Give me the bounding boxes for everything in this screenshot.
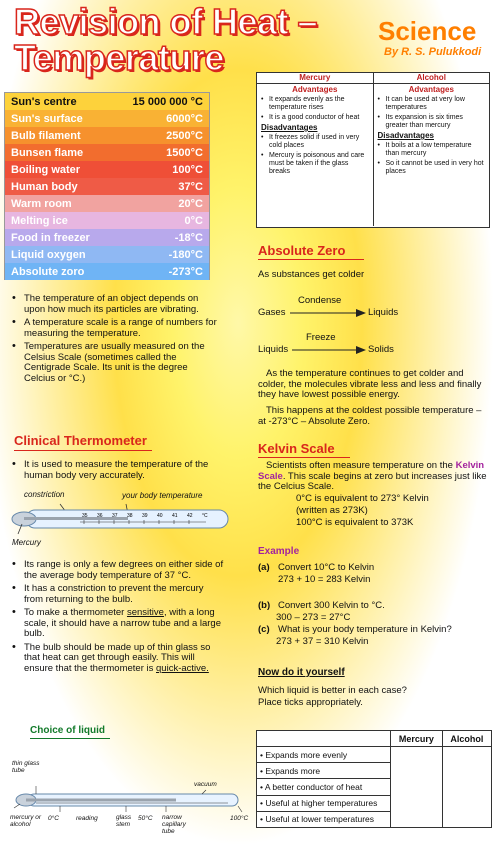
- temperature-row: [5, 246, 209, 263]
- thin-glass-label: thin glass tube: [12, 760, 40, 774]
- temperature-value: 15 000 000 °C: [132, 95, 203, 108]
- example-b-label: (b): [258, 600, 271, 611]
- fact-text: , with a long scale, it should have a narrow tube and a large bulb.: [24, 607, 221, 639]
- temperature-facts: [10, 294, 220, 387]
- exercise-row-text: Useful at lower temperatures: [265, 814, 375, 825]
- temperature-name: Sun's centre: [11, 95, 77, 108]
- heading-underline: [258, 259, 364, 260]
- temperature-value: 20°C: [178, 197, 203, 210]
- example-heading: Example: [258, 546, 300, 557]
- temperature-name: Liquid oxygen: [11, 248, 86, 261]
- exercise-blank-header: [257, 731, 391, 747]
- author-label: By R. S. Pulukkodi: [384, 46, 482, 58]
- heading-underline: [14, 450, 152, 451]
- temperature-name: Food in freezer: [11, 231, 90, 244]
- fact-item: [10, 608, 224, 640]
- scale-label: 37: [112, 513, 118, 519]
- exercise-question: Which liquid is better in each case?: [258, 685, 407, 696]
- scale-label: °C: [202, 513, 208, 519]
- exercise-row-text: Expands more: [265, 765, 321, 776]
- mercury-advantage: • It expands evenly as the temperature rises: [261, 96, 369, 112]
- fact-text: To make a thermometer: [24, 607, 127, 618]
- temperature-value: 1500°C: [166, 146, 203, 159]
- exercise-row-label: • Expands more: [257, 763, 391, 779]
- exercise-alcohol-header: Alcohol: [442, 731, 491, 747]
- mercury-advantage: • It is a good conductor of heat: [261, 114, 369, 122]
- fact-text: The bulb should be made up of thin glass so that heat can get through easily. This will ensure that the thermometer is: [24, 641, 211, 674]
- exercise-row-label: • Useful at lower temperatures: [257, 811, 391, 827]
- temperature-value: -180°C: [168, 248, 203, 261]
- kelvin-equivalence: 100°C is equivalent to 373K: [296, 517, 414, 528]
- exercise-row-text: Expands more evenly: [265, 749, 348, 760]
- temperature-name: Melting ice: [11, 214, 68, 227]
- clinical-intro: [10, 460, 210, 484]
- temperature-name: Warm room: [11, 197, 72, 210]
- clinical-facts: [10, 560, 224, 677]
- temperature-row: [5, 144, 209, 161]
- alcohol-column: [374, 84, 490, 226]
- example-a-question: Convert 10°C to Kelvin: [278, 562, 375, 573]
- zero-celsius-label: 0°C: [48, 815, 59, 822]
- temperature-name: Bunsen flame: [11, 146, 84, 159]
- narrow-capillary-label: narrow capillary tube: [162, 814, 186, 835]
- condense-arrow: [290, 308, 366, 318]
- gases-label: Gases: [258, 307, 286, 318]
- alcohol-advantage: • Its expansion is six times greater than mercury: [378, 114, 486, 130]
- vacuum-label: vacuum: [194, 781, 217, 788]
- exercise-row-label: • A better conductor of heat: [257, 779, 391, 795]
- temperature-row: [5, 178, 209, 195]
- absolute-zero-paragraph: This happens at the coldest possible temperature – at -273°C – Absolute Zero.: [258, 405, 482, 427]
- scale-label: 41: [172, 513, 178, 519]
- temperature-row: [5, 212, 209, 229]
- fact-item: • Its range is only a few degrees on either side of the average body temperature of 37 °C.: [10, 560, 224, 581]
- fact-item: • The temperature of an object depends on upon how much its particles are vibrating.: [10, 294, 220, 315]
- solids-label: Solids: [368, 344, 394, 355]
- title-line-2: Temperature: [14, 37, 224, 78]
- temperature-name: Bulb filament: [11, 129, 81, 142]
- condense-label: Condense: [298, 295, 342, 306]
- example-b-question: Convert 300 Kelvin to °C.: [278, 600, 385, 611]
- alcohol-disadvantage: • So it cannot be used in very hot places: [378, 160, 486, 176]
- mercury-label: Mercury: [12, 538, 41, 547]
- subject-label: Science: [378, 16, 477, 46]
- reading-label: reading: [76, 815, 98, 822]
- fifty-celsius-label: 50°C: [138, 815, 153, 822]
- freeze-arrow: [292, 345, 366, 355]
- temperature-row: [5, 229, 209, 246]
- example-c-solution: 273 + 37 = 310 Kelvin: [276, 636, 369, 647]
- scale-label: 40: [157, 513, 163, 519]
- fact-item: [10, 643, 224, 675]
- temperature-value: 2500°C: [166, 129, 203, 142]
- scale-label: 39: [142, 513, 148, 519]
- fact-item: • It is used to measure the temperature of the human body very accurately.: [10, 460, 210, 481]
- temperature-row: [5, 161, 209, 178]
- mercury-disadvantage: • Mercury is poisonous and care must be taken if the glass breaks: [261, 152, 369, 176]
- kelvin-equivalence: 0°C is equivalent to 273° Kelvin: [296, 493, 429, 504]
- absolute-zero-paragraph: As the temperature continues to get colder and colder, the molecules vibrate less and less and finally they have lowest possible energy.: [258, 368, 482, 400]
- temperature-value: 37°C: [178, 180, 203, 193]
- scale-label: 36: [97, 513, 103, 519]
- kelvin-text: Scientists often measure temperature on the: [266, 460, 456, 471]
- temperature-value: -273°C: [168, 265, 203, 278]
- alcohol-advantage: • It can be used at very low temperatures: [378, 96, 486, 112]
- mercury-disadvantages-label: Disadvantages: [261, 123, 318, 132]
- example-a-label: (a): [258, 562, 270, 573]
- exercise-row: [257, 747, 492, 763]
- example-b-solution: 300 – 273 = 27°C: [276, 612, 351, 623]
- temperature-row: [5, 263, 209, 280]
- body-temperature-label: your body temperature: [122, 491, 203, 500]
- mercury-disadvantage: • It freezes solid if used in very cold places: [261, 134, 369, 150]
- mercury-column: [257, 84, 374, 226]
- absolute-zero-intro: As substances get colder: [258, 269, 365, 280]
- mercury-heading: Mercury: [257, 73, 374, 83]
- temperature-table: [4, 92, 210, 280]
- fact-emphasis: sensitive: [126, 607, 164, 618]
- alcohol-disadvantages-label: Disadvantages: [377, 131, 434, 140]
- temperature-value: 0°C: [184, 214, 203, 227]
- temperature-row: [5, 110, 209, 127]
- fact-emphasis: quick-active.: [156, 662, 209, 674]
- temperature-row: [5, 195, 209, 212]
- temperature-name: Sun's surface: [11, 112, 83, 125]
- heading-underline: [30, 738, 110, 739]
- fact-item: • It has a constriction to prevent the mercury from returning to the bulb.: [10, 584, 224, 605]
- mercury-tick-cell[interactable]: [391, 747, 443, 828]
- lab-thermometer-diagram: [6, 786, 252, 816]
- title-line-1: Revision of Heat –: [14, 1, 318, 42]
- clinical-thermometer-heading: Clinical Thermometer: [14, 433, 147, 448]
- temperature-value: -18°C: [174, 231, 203, 244]
- alcohol-disadvantage: • It boils at a low temperature than mercury: [378, 142, 486, 158]
- mercury-advantages-label: Advantages: [292, 85, 338, 94]
- absolute-zero-heading: Absolute Zero: [258, 243, 346, 258]
- temperature-value: 6000°C: [166, 112, 203, 125]
- exercise-row-label: • Useful at higher temperatures: [257, 795, 391, 811]
- exercise-mercury-header: Mercury: [391, 731, 443, 747]
- kelvin-scale-heading: Kelvin Scale: [258, 441, 335, 456]
- kelvin-highlight: Kelvin Scale: [258, 460, 485, 482]
- mercury-or-alcohol-label: mercury or alcohol: [10, 814, 42, 828]
- temperature-name: Boiling water: [11, 163, 81, 176]
- exercise-header-row: [257, 731, 492, 747]
- comparison-header: [257, 73, 489, 84]
- alcohol-heading: Alcohol: [416, 73, 446, 82]
- freeze-label: Freeze: [306, 332, 336, 343]
- scale-label: 42: [187, 513, 193, 519]
- scale-label: 35: [82, 513, 88, 519]
- example-c-label: (c): [258, 624, 270, 635]
- liquids-label: Liquids: [368, 307, 399, 318]
- now-do-it-yourself-heading: Now do it yourself: [258, 667, 345, 678]
- kelvin-text: . This scale begins at zero but increases just like the Celcius Scale.: [258, 470, 487, 492]
- example-c-question: What is your body temperature in Kelvin?: [278, 624, 452, 635]
- exercise-instruction: Place ticks appropriately.: [258, 697, 363, 708]
- alcohol-tick-cell[interactable]: [442, 747, 491, 828]
- kelvin-equivalence-note: (written as 273K): [296, 505, 368, 516]
- fact-item: • Temperatures are usually measured on the Celsius Scale (sometimes called the Centigrade Scale. Its unit is the degree Celcius or °C.): [10, 342, 220, 384]
- exercise-table: [256, 730, 492, 828]
- scale-label: 38: [127, 513, 133, 519]
- temperature-value: 100°C: [172, 163, 203, 176]
- hundred-celsius-label: 100°C: [230, 815, 249, 822]
- exercise-row-text: A better conductor of heat: [264, 782, 363, 793]
- alcohol-advantages-label: Advantages: [408, 85, 454, 94]
- temperature-name: Absolute zoro: [11, 265, 85, 278]
- mercury-alcohol-comparison: [256, 72, 490, 228]
- fact-item: • A temperature scale is a range of numbers for measuring the temperature.: [10, 318, 220, 339]
- choice-of-liquid-heading: Choice of liquid: [30, 725, 105, 736]
- liquids-label-2: Liquids: [258, 344, 289, 355]
- example-a-solution: 273 + 10 = 283 Kelvin: [278, 574, 371, 585]
- temperature-row: [5, 93, 209, 110]
- temperature-name: Human body: [11, 180, 78, 193]
- heading-underline: [258, 457, 350, 458]
- clinical-thermometer-diagram: [10, 500, 230, 550]
- glass-stem-label: glass stem: [116, 814, 132, 828]
- temperature-row: [5, 127, 209, 144]
- exercise-row-text: Useful at higher temperatures: [265, 798, 378, 809]
- exercise-row-label: • Expands more evenly: [257, 747, 391, 763]
- kelvin-paragraph: [258, 461, 490, 493]
- constriction-label: constriction: [24, 490, 65, 499]
